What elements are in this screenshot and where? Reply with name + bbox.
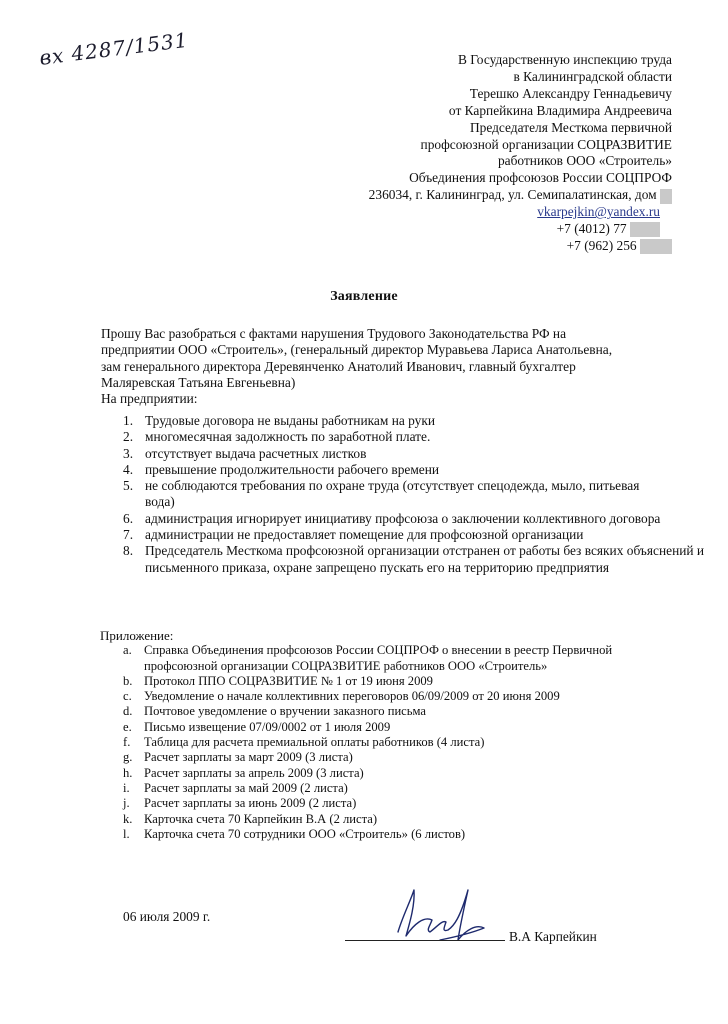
sender-phone-line [312,221,672,238]
addressee-block [312,52,672,255]
list-number: 8. [123,543,134,559]
addressee-line: в Калининградской области [513,68,672,84]
addressee-line: Объединения профсоюзов России СОЦПРОФ [409,170,672,186]
list-letter: h. [123,765,133,780]
list-text: Почтовое уведомление о вручении заказного письма [144,704,426,719]
violations-list [100,413,705,576]
violations-heading: На предприятии: [101,391,198,407]
signer-name: В.А Карпейкин [509,929,597,944]
intro-line: зам генерального директора Деревянченко Анатолий Иванович, главный бухгалтер [101,358,576,374]
list-item [100,429,680,445]
list-item [100,796,680,811]
list-text: Таблица для расчета премиальной оплаты работников (4 листа) [144,735,485,750]
list-item [100,766,680,781]
list-letter: j. [123,796,130,811]
sender-address-line [312,187,672,204]
list-text: Справка Объединения профсоюзов России СОЦПРОФ о внесении в реестр Первичной профсоюзной организации СОЦРАЗВИТИЕ работников ООО «Строитель» [144,643,613,673]
list-number: 5. [123,478,134,494]
list-item [100,827,680,842]
list-text: Карточка счета 70 Карпейкин В.А (2 листа) [144,811,378,826]
list-text: администрация игнорирует инициативу профсоюза о заключении коллективного договора [145,510,661,526]
redaction-box [660,189,672,204]
list-letter: b. [123,673,133,688]
sender-email-line [312,204,672,221]
list-number: 4. [123,461,134,477]
list-text: Расчет зарплаты за март 2009 (3 листа) [144,750,353,765]
incoming-registration-number: вх 4287/1531 [38,27,190,70]
addressee-line: Терешко Александру Геннадьевичу [469,85,672,101]
list-text: Расчет зарплаты за июнь 2009 (2 листа) [144,796,357,811]
list-letter: e. [123,719,132,734]
document-date: 06 июля 2009 г. [123,909,211,924]
list-text: Расчет зарплаты за апрель 2009 (3 листа) [144,765,364,780]
sender-address: 236034, г. Калининград, ул. Семипалатинская, дом [368,187,657,203]
attachments-list [100,628,680,842]
list-number: 7. [123,527,134,543]
list-text: Расчет зарплаты за май 2009 (2 листа) [144,780,348,795]
redaction-box [640,239,672,254]
list-text: многомесячная задолжность по заработной плате. [145,429,431,445]
list-number: 1. [123,413,134,428]
document-title: Заявление [330,289,398,304]
sender-phone-line [312,238,672,255]
addressee-line: В Государственную инспекцию труда [457,52,672,67]
addressee-line: от Карпейкина Владимира Андреевича [448,102,672,118]
list-text: Председатель Месткома профсоюзной организации отстранен от работы без всяких объяснений и письменного приказа, охране запрещено пускать его на территорию предприятия [145,543,705,575]
list-text: Трудовые договора не выданы работникам на руки [145,413,436,428]
list-item [100,750,680,765]
list-item [100,643,664,674]
attachments-heading: Приложение: [100,628,174,643]
list-item [100,446,680,462]
sender-phone-2: +7 (962) 256 [566,237,637,253]
signature-line [345,940,505,941]
list-item [100,720,680,735]
list-text: отсутствует выдача расчетных листков [145,445,367,461]
list-number: 2. [123,429,134,445]
list-item [100,735,680,750]
addressee-line: работников ООО «Строитель» [497,153,672,169]
list-item [100,478,645,511]
list-text: Уведомление о начале коллективних переговоров 06/09/2009 от 20 июня 2009 [144,689,560,704]
intro-line: Маляревская Татьяна Евгеньевна) [101,374,296,390]
intro-paragraph [101,326,681,407]
list-item [100,674,680,689]
list-letter: d. [123,704,133,719]
list-item [100,413,680,429]
list-letter: l. [123,826,130,841]
list-item [100,543,728,576]
list-letter: f. [123,735,131,750]
list-text: Письмо извещение 07/09/0002 от 1 июля 2009 [144,719,391,734]
list-number: 3. [123,445,134,461]
list-number: 6. [123,510,134,526]
list-item [100,812,680,827]
list-letter: i. [123,780,130,795]
list-letter: g. [123,750,133,765]
intro-line: предприятии ООО «Строитель», (генеральный директор Муравьева Лариса Анатольевна, [101,342,613,358]
addressee-line: профсоюзной организации СОЦРАЗВИТИЕ [420,136,672,152]
list-text: превышение продолжительности рабочего времени [145,461,440,477]
redaction-box [630,222,660,237]
list-text: Карточка счета 70 сотрудники ООО «Строитель» (6 листов) [144,826,466,841]
list-item [100,704,680,719]
list-item [100,689,680,704]
list-text: Протокол ППО СОЦРАЗВИТИЕ № 1 от 19 июня 2009 [144,673,433,688]
list-item [100,462,680,478]
sender-email-link[interactable]: vkarpejkin@yandex.ru [537,204,660,220]
list-letter: a. [123,643,132,658]
addressee-line: Председателя Месткома первичной [469,119,672,135]
list-item [100,511,695,527]
list-letter: c. [123,689,132,704]
list-letter: k. [123,811,133,826]
list-item [100,527,680,543]
sender-phone-1: +7 (4012) 77 [556,221,627,237]
intro-line: Прошу Вас разобраться с фактами нарушения Трудового Законодательства РФ на [101,326,567,341]
list-text: не соблюдаются требования по охране труда (отсутствует спецодежда, мыло, питьевая вода) [145,478,640,510]
list-text: администрации не предоставляет помещение для профсоюзной организации [145,527,584,543]
list-item [100,781,680,796]
